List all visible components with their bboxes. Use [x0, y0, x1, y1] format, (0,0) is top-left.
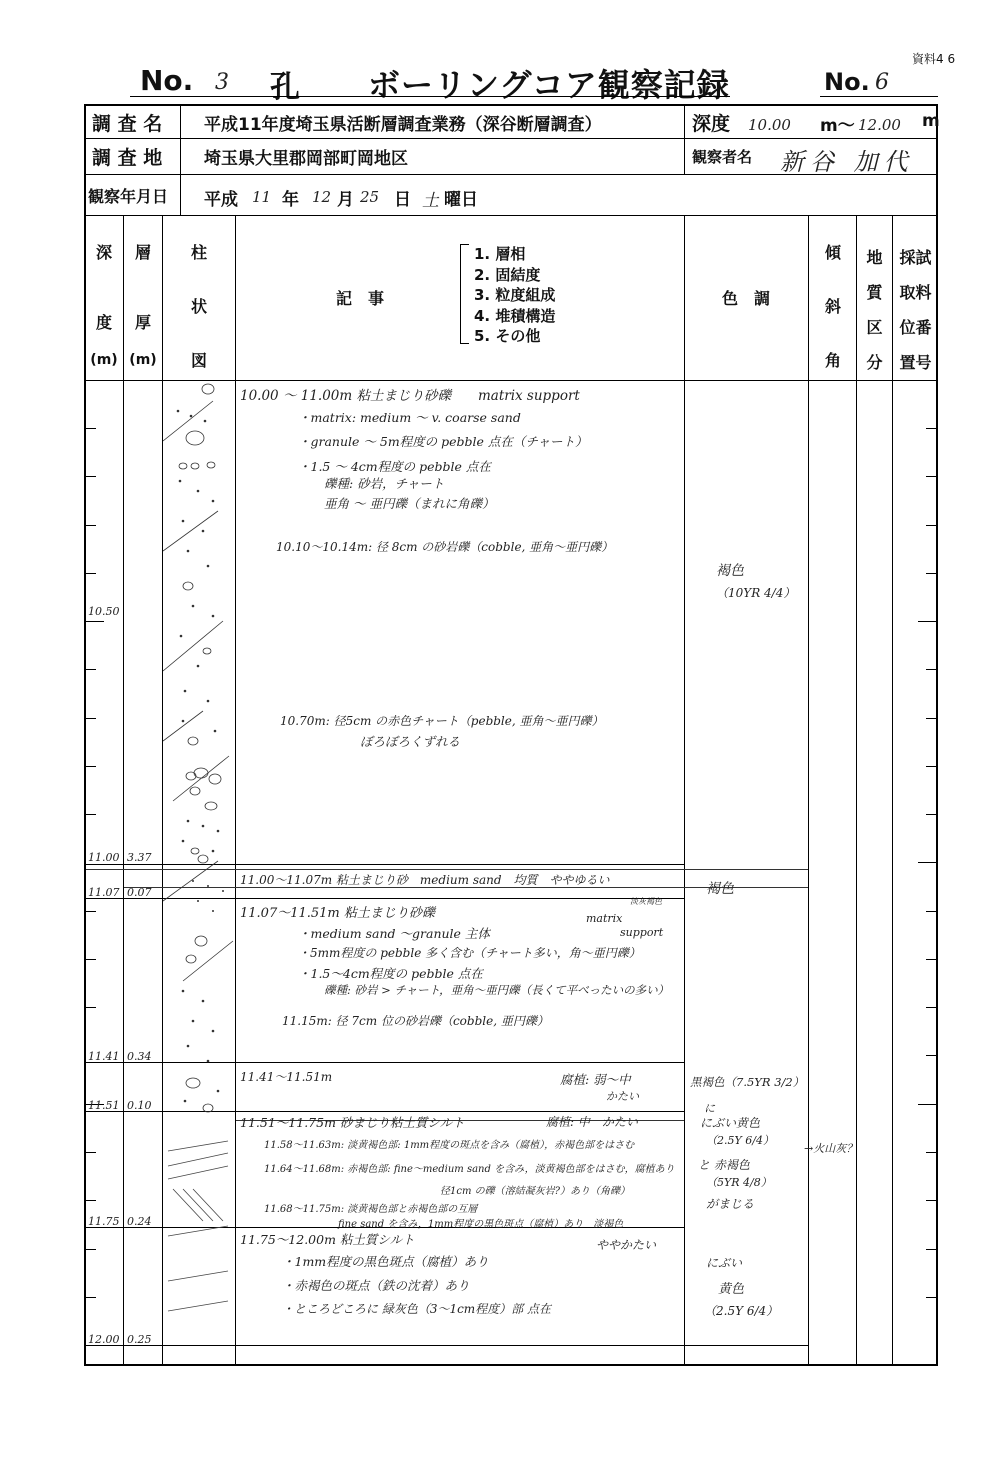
- sheet-no-label: No.: [824, 68, 870, 96]
- survey-name-label: 調 査 名: [92, 112, 163, 135]
- thickness-label: 0.10: [127, 1099, 152, 1112]
- note-line: ・granule ～ 5m程度の pebble 点在（チャート）: [298, 434, 588, 449]
- note-line: 径1cm の礫（溶結凝灰岩?）あり（角礫）: [440, 1186, 630, 1197]
- color-note: （10YR 4/4）: [716, 586, 796, 600]
- note-line: ・1.5 ～ 4cm程度の pebble 点在: [298, 459, 491, 474]
- date-era: 平成: [204, 190, 238, 210]
- color-note: 黒褐色（7.5YR 3/2）: [690, 1075, 805, 1089]
- depth-tick: [86, 428, 96, 429]
- column-divider: [808, 215, 809, 1366]
- note-line: 11.51～11.75m 砂まじり粘土質シルト: [240, 1115, 465, 1130]
- col-notes-items: [474, 244, 555, 347]
- hole-no: 3: [215, 70, 229, 95]
- col-geo-char: 区: [866, 318, 883, 337]
- depth-tick: [86, 1297, 96, 1298]
- note-line: 10.10～10.14m: 径 8cm の砂岩礫（cobble, 亜角～亜円礫）: [276, 540, 614, 554]
- depth-range-label: 深度: [692, 112, 731, 135]
- column-divider: [892, 215, 893, 1366]
- notes-item: 3. 粒度組成: [474, 286, 556, 304]
- col-sample-chars: 取料: [899, 283, 932, 302]
- depth-unit: m: [922, 111, 940, 131]
- thickness-label: 0.07: [127, 886, 152, 899]
- observer-label: 観察者名: [692, 147, 753, 166]
- note-line: matrix: [586, 912, 623, 925]
- depth-tick: [86, 814, 96, 815]
- title-bar: [130, 58, 940, 105]
- col-notes-label: 記 事: [335, 289, 384, 308]
- color-note: に: [704, 1102, 715, 1115]
- col-thickness-heading: [124, 240, 162, 368]
- col-color-label: 色 調: [721, 289, 770, 308]
- sheet-no: 6: [875, 70, 889, 95]
- note-line: 礫種: 砂岩 > チャート，亜角～亜円礫（長くて平べったいの多い）: [324, 983, 670, 997]
- note-line: 腐植: 弱～中: [560, 1072, 631, 1087]
- depth-tick: [86, 1152, 96, 1153]
- date-year: 11: [252, 188, 272, 206]
- note-line: ・medium sand ～granule 主体: [298, 926, 490, 941]
- depth-unit: m～: [820, 116, 855, 136]
- col-column-char: 図: [190, 351, 207, 370]
- depth-tick: [926, 1249, 936, 1250]
- depth-tick: [86, 1249, 96, 1250]
- date-month: 12: [312, 188, 332, 206]
- note-line: ・5mm程度の pebble 多く含む（チャート多い，角～亜円礫）: [298, 946, 641, 960]
- note-line: 亜角 ～ 亜円礫（まれに角礫）: [324, 496, 495, 511]
- depth-tick: [926, 766, 936, 767]
- color-note: 褐色: [716, 563, 744, 579]
- title-underline-left: [130, 96, 730, 97]
- title-underline-right: [820, 96, 938, 97]
- depth-tick: [918, 1104, 936, 1105]
- note-line: 礫種: 砂岩，チャート: [324, 476, 445, 491]
- depth-to: 12.00: [858, 116, 901, 134]
- notes-item: 2. 固結度: [474, 265, 541, 284]
- depth-tick: [926, 428, 936, 429]
- depth-tick: [918, 621, 936, 622]
- col-geo-char: 分: [866, 353, 883, 372]
- col-geo-char: 地: [866, 248, 883, 267]
- col-geo-heading: [857, 240, 892, 380]
- site: 埼玉県大里郡岡部町岡地区: [204, 148, 408, 169]
- column-divider: [123, 215, 124, 1366]
- page-title: ボーリングコア観察記録: [368, 66, 730, 104]
- thickness-label: 0.25: [127, 1333, 152, 1346]
- depth-tick: [926, 1152, 936, 1153]
- depth-label: 11.51: [88, 1099, 120, 1112]
- note-line: support: [620, 926, 664, 939]
- depth-tick: [86, 766, 96, 767]
- color-note: と 赤褐色: [698, 1158, 750, 1172]
- col-thickness-char: 厚: [134, 313, 151, 332]
- depth-label: 11.07: [88, 886, 120, 899]
- notes-bracket: [460, 244, 469, 344]
- depth-tick: [926, 476, 936, 477]
- depth-label: 10.50: [88, 605, 120, 618]
- color-note: にぶい: [706, 1256, 743, 1270]
- geology-note: →火山灰？: [804, 1142, 858, 1155]
- note-line: 11.75～12.00m 粘土質シルト: [240, 1232, 415, 1247]
- col-dip-char: 角: [824, 351, 841, 370]
- note-line: ・1.5～4cm程度の pebble 点在: [298, 966, 483, 981]
- depth-tick: [918, 862, 936, 863]
- note-line: 11.58～11.63m: 淡黄褐色部: 1mm程度の斑点を含み（腐植），赤褐色部をはさむ: [264, 1140, 635, 1151]
- note-line: 腐植: 中 かたい: [546, 1115, 638, 1129]
- depth-tick: [926, 525, 936, 526]
- note-line: ・matrix: medium ～ v. coarse sand: [298, 410, 521, 425]
- color-note: （2.5Y 6/4）: [704, 1304, 779, 1318]
- col-dip-char: 傾: [824, 243, 841, 262]
- color-note: （2.5Y 6/4）: [706, 1134, 774, 1147]
- notes-item: 1. 層相: [474, 245, 526, 263]
- date-weekday: 土: [422, 191, 439, 211]
- depth-tick: [926, 911, 936, 912]
- color-note: 黄色: [718, 1282, 745, 1297]
- col-sample-heading: [893, 240, 938, 380]
- col-dip-char: 斜: [824, 297, 841, 316]
- note-line: ・ところどころに 緑灰色（3～1cm程度）部 点在: [282, 1302, 551, 1316]
- color-note: （5YR 4/8）: [706, 1176, 772, 1189]
- date-day: 25: [360, 188, 380, 206]
- note-line: fine sand を含み，1mm程度の黒色斑点（腐植）あり 淡褐色: [338, 1219, 624, 1230]
- observer-name: 新谷 加代: [780, 148, 914, 176]
- date-day-label: 日: [394, 190, 411, 210]
- col-depth-char: 度: [95, 313, 112, 332]
- row-divider: [84, 215, 938, 216]
- depth-tick: [86, 1007, 96, 1008]
- thickness-label: 0.34: [127, 1050, 152, 1063]
- column-divider: [856, 215, 857, 1366]
- col-depth-unit: (m): [90, 352, 118, 368]
- col-column-char: 状: [190, 297, 207, 316]
- note-line: 11.15m: 径 7cm 位の砂岩礫（cobble, 亜円礫）: [282, 1014, 549, 1028]
- depth-tick: [86, 621, 104, 622]
- depth-tick: [926, 1200, 936, 1201]
- row-divider: [84, 138, 938, 139]
- color-note: 褐色: [706, 881, 734, 897]
- note-line: ぼろぼろくずれる: [360, 734, 461, 749]
- col-column-heading: [163, 240, 235, 371]
- col-geo-char: 質: [866, 283, 883, 302]
- depth-from: 10.00: [748, 116, 791, 134]
- depth-tick: [926, 959, 936, 960]
- col-sample-chars: 位番: [899, 318, 932, 337]
- site-label: 調 査 地: [92, 146, 163, 169]
- depth-tick: [926, 1297, 936, 1298]
- date-month-label: 月: [337, 190, 354, 210]
- header-col-divider: [684, 104, 685, 174]
- hole-label: 孔: [270, 70, 300, 105]
- note-line: 淡灰褐色: [630, 897, 662, 906]
- date-year-label: 年: [282, 190, 299, 210]
- depth-tick: [926, 573, 936, 574]
- note-line: 11.00～11.07m 粘土まじり砂 medium sand 均質 ややゆるい: [240, 873, 610, 887]
- depth-tick: [926, 1007, 936, 1008]
- col-depth-char: 深: [95, 243, 112, 262]
- col-thickness-unit: (m): [129, 352, 157, 368]
- header-col-divider: [180, 104, 181, 215]
- col-sample-chars: 置号: [899, 353, 932, 372]
- color-note: がまじる: [706, 1197, 755, 1211]
- depth-label: 11.75: [88, 1215, 120, 1228]
- depth-tick: [926, 1055, 936, 1056]
- depth-tick: [926, 814, 936, 815]
- note-line: 11.68～11.75m: 淡黄褐色部と赤褐色部の互層: [264, 1204, 478, 1215]
- depth-tick: [86, 911, 96, 912]
- note-line: ややかたい: [596, 1238, 657, 1252]
- depth-tick: [86, 718, 96, 719]
- depth-label: 11.41: [88, 1050, 120, 1063]
- depth-tick: [86, 1200, 96, 1201]
- date-weekday-label: 曜日: [444, 190, 478, 210]
- layer-boundary: [86, 1345, 808, 1346]
- depth-tick: [86, 669, 96, 670]
- note-line: ・赤褐色の斑点（鉄の沈着）あり: [282, 1278, 470, 1293]
- col-sample-chars: 採試: [899, 248, 932, 267]
- col-column-char: 柱: [190, 243, 207, 262]
- depth-tick: [86, 573, 96, 574]
- note-line: 10.00 ～ 11.00m 粘土まじり砂礫 matrix support: [240, 388, 580, 404]
- note-line: 10.70m: 径5cm の赤色チャート（pebble, 亜角～亜円礫）: [280, 714, 604, 728]
- depth-tick: [926, 669, 936, 670]
- hole-no-label: No.: [140, 64, 194, 97]
- depth-tick: [926, 718, 936, 719]
- depth-label: 11.00: [88, 851, 120, 864]
- depth-tick: [86, 959, 96, 960]
- column-divider: [235, 215, 236, 1366]
- note-line: ・1mm程度の黒色斑点（腐植）あり: [282, 1254, 489, 1269]
- color-note: にぶい黄色: [700, 1116, 761, 1130]
- column-divider: [684, 215, 685, 1366]
- depth-label: 12.00: [88, 1333, 120, 1346]
- date-label: 観察年月日: [88, 186, 169, 206]
- col-depth-heading: [86, 240, 122, 368]
- thickness-label: 0.24: [127, 1215, 152, 1228]
- notes-item: 4. 堆積構造: [474, 306, 556, 325]
- note-line: 11.07～11.51m 粘土まじり砂礫: [240, 906, 435, 921]
- notes-item: 5. その他: [474, 327, 541, 345]
- note-line: 11.64～11.68m: 赤褐色部: fine～medium sand を含み，淡黄褐色部をはさむ，腐植あり: [264, 1164, 675, 1175]
- thickness-label: 3.37: [127, 851, 152, 864]
- note-line: 11.41～11.51m: [240, 1070, 333, 1084]
- columnar-section-drawing: [163, 381, 235, 1345]
- depth-tick: [86, 476, 96, 477]
- col-thickness-char: 層: [134, 243, 151, 262]
- note-line: かたい: [606, 1090, 639, 1103]
- col-dip-heading: [810, 240, 856, 371]
- document-id: 資料4 6: [912, 52, 956, 66]
- survey-name: 平成11年度埼玉県活断層調査業務（深谷断層調査）: [204, 114, 602, 135]
- depth-tick: [86, 525, 96, 526]
